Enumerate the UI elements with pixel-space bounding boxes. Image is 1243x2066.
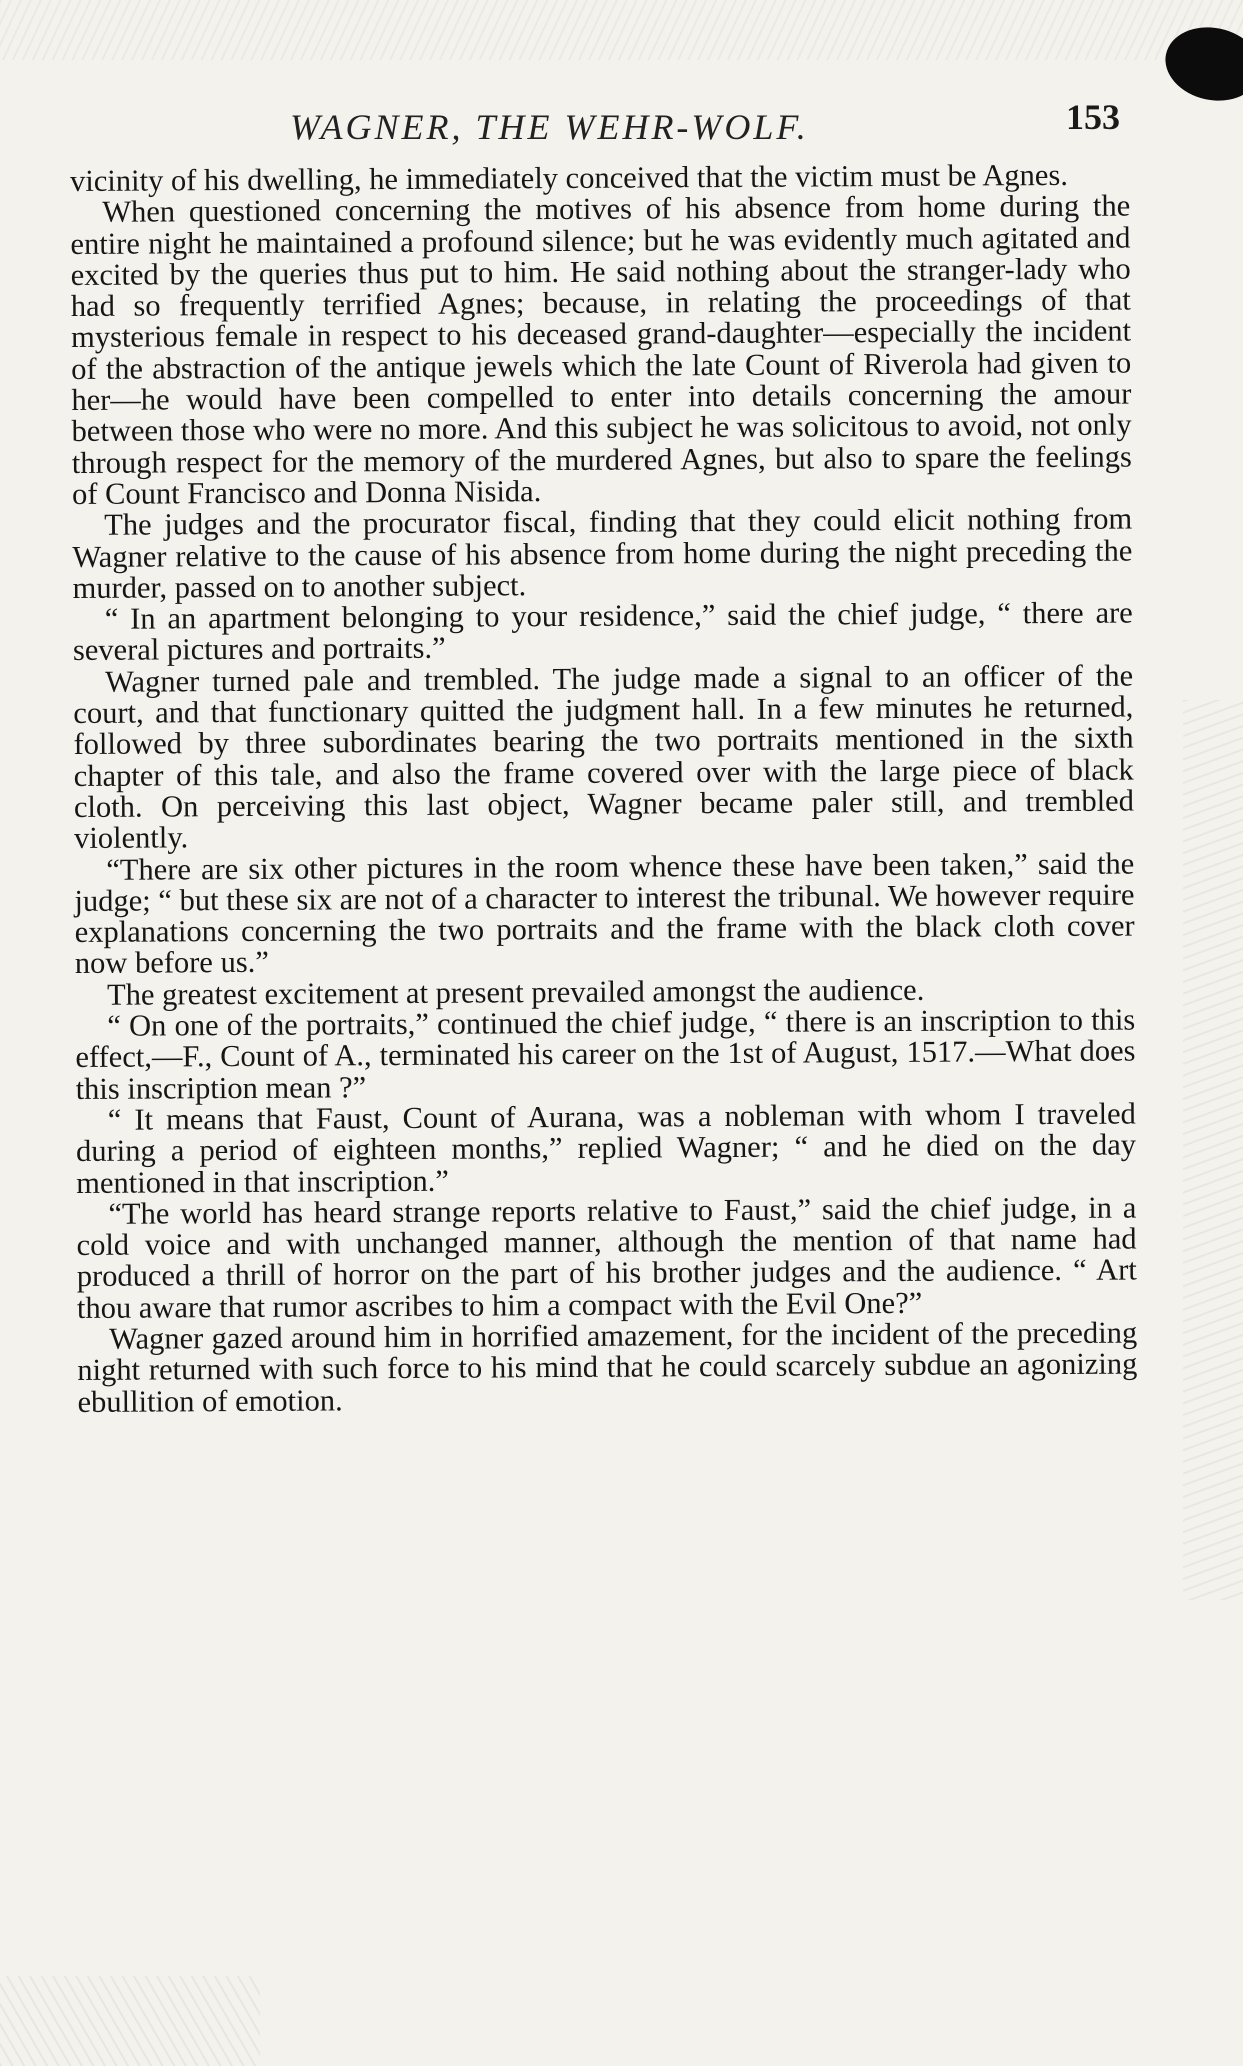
page-number: 153 [1066, 97, 1120, 137]
paragraph: The greatest excitement at present prevailed amongst the audience. [106, 972, 925, 1012]
paragraph: “ On one of the portraits,” continued the chief judge, “ there is an inscription to this effect,—F., Count of A., terminated his career on the 1st of August, 1517.—What does this inscription mean ?” [75, 1002, 1136, 1106]
paragraph: “The world has heard strange reports relative to Faust,” said the chief judge, in a cold voice and with unchanged manner, although the mention of that name had produced a thrill of horror on the part of his brother judges and the audience. “ Art thou aware that rumor ascribes to him a compact with the Evil One?” [76, 1190, 1137, 1325]
paragraph: “ In an apartment belonging to your residence,” said the chief judge, “ there are several pictures and portraits.” [72, 595, 1133, 668]
paragraph: Wagner gazed around him in horrified amazement, for the incident of the preceding night returned with such force to his mind that he could scarcely subdue an agonizing ebullition of emotion. [77, 1315, 1138, 1419]
top-edge-speckle [0, 0, 1243, 60]
paragraph: “There are six other pictures in the room whence these have been taken,” said the judge; “ but these six are not of a character to interest the tribunal. We however require explanations concerning the two portraits and the frame with the black cloth cover now before us.” [74, 846, 1135, 981]
running-title: WAGNER, THE WEHR-WOLF. [290, 107, 809, 147]
paragraph: Wagner turned pale and trembled. The judge made a signal to an officer of the court, and that functionary quitted the judgment hall. In a few minutes he returned, followed by three subordinates bearing the two portraits mentioned in the sixth chapter of this tale, and also the frame covered over with the large piece of black cloth. On perceiving this last object, Wagner became paler still, and trembled violently. [73, 658, 1134, 856]
paragraph: The judges and the procurator fiscal, finding that they could elicit nothing from Wagner relative to the cause of his absence from home during the night preceding the murder, passed on to another subject. [72, 501, 1133, 605]
right-edge-speckle [1183, 700, 1243, 1600]
body-text [69, 157, 1138, 1419]
page-header [290, 96, 1120, 156]
paragraph: “ It means that Faust, Count of Aurana, was a nobleman with whom I traveled during a period of eighteen months,” replied Wagner; “ and he died on the day mentioned in that inscription.” [75, 1096, 1137, 1200]
bottom-edge-speckle [0, 1976, 260, 2066]
paragraph: When questioned concerning the motives of his absence from home during the entire night he maintained a profound silence; but he was evidently much agitated and excited by the queries thus put to him. He said nothing about the stranger-lady who had so frequently terrified Agnes; because, in relating the proceedings of that mysterious female in respect to his deceased grand-daughter—especially the incident of the abstraction of the antique jewels which the late Count of Riverola had given to her—he would have been compelled to enter into details concerning the amour between those who were no more. And this subject he was solicitous to avoid, not only through respect for the memory of the murdered Agnes, but also to spare the feelings of Count Francisco and Donna Nisida. [70, 188, 1132, 511]
paragraph: vicinity of his dwelling, he immediately conceived that the victim must be Agnes. [69, 157, 1069, 198]
